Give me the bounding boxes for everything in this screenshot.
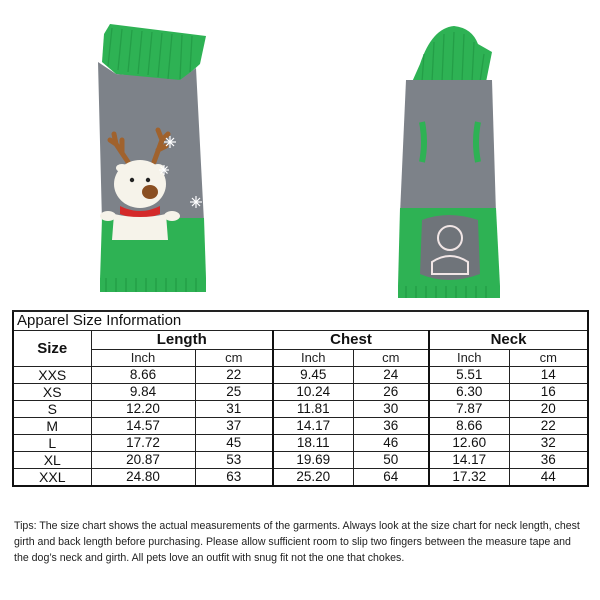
table-cell: 63 bbox=[195, 469, 273, 487]
sweater-back-image bbox=[392, 24, 507, 302]
table-cell: 24.80 bbox=[91, 469, 195, 487]
neck-header: Neck bbox=[429, 331, 588, 350]
table-cell: 36 bbox=[353, 418, 429, 435]
chest-header: Chest bbox=[273, 331, 429, 350]
table-cell: 26 bbox=[353, 384, 429, 401]
table-cell: 22 bbox=[509, 418, 588, 435]
table-cell: 14.57 bbox=[91, 418, 195, 435]
table-cell: 53 bbox=[195, 452, 273, 469]
unit-header: Inch bbox=[91, 350, 195, 367]
table-cell: 14 bbox=[509, 367, 588, 384]
table-row bbox=[13, 418, 588, 435]
table-cell: 25 bbox=[195, 384, 273, 401]
table-cell: 8.66 bbox=[91, 367, 195, 384]
size-cell: XS bbox=[13, 384, 91, 401]
size-cell: XL bbox=[13, 452, 91, 469]
table-cell: 30 bbox=[353, 401, 429, 418]
table-cell: 17.32 bbox=[429, 469, 509, 487]
table-cell: 50 bbox=[353, 452, 429, 469]
size-header: Size bbox=[13, 331, 91, 367]
unit-header: cm bbox=[353, 350, 429, 367]
table-row bbox=[13, 367, 588, 384]
size-cell: XXL bbox=[13, 469, 91, 487]
table-row bbox=[13, 401, 588, 418]
table-cell: 10.24 bbox=[273, 384, 353, 401]
table-cell: 14.17 bbox=[273, 418, 353, 435]
table-cell: 22 bbox=[195, 367, 273, 384]
table-cell: 37 bbox=[195, 418, 273, 435]
size-cell: M bbox=[13, 418, 91, 435]
size-chart bbox=[12, 310, 587, 487]
table-cell: 17.72 bbox=[91, 435, 195, 452]
table-cell: 64 bbox=[353, 469, 429, 487]
table-cell: 6.30 bbox=[429, 384, 509, 401]
unit-header: cm bbox=[195, 350, 273, 367]
unit-header: cm bbox=[509, 350, 588, 367]
table-cell: 8.66 bbox=[429, 418, 509, 435]
table-cell: 9.45 bbox=[273, 367, 353, 384]
sweater-front-image bbox=[88, 22, 218, 302]
table-cell: 7.87 bbox=[429, 401, 509, 418]
size-cell: S bbox=[13, 401, 91, 418]
table-cell: 45 bbox=[195, 435, 273, 452]
table-cell: 36 bbox=[509, 452, 588, 469]
table-cell: 19.69 bbox=[273, 452, 353, 469]
table-cell: 9.84 bbox=[91, 384, 195, 401]
size-table bbox=[12, 310, 589, 487]
size-cell: XXS bbox=[13, 367, 91, 384]
table-cell: 31 bbox=[195, 401, 273, 418]
table-row bbox=[13, 384, 588, 401]
unit-header: Inch bbox=[429, 350, 509, 367]
table-row bbox=[13, 452, 588, 469]
table-cell: 12.20 bbox=[91, 401, 195, 418]
table-cell: 46 bbox=[353, 435, 429, 452]
table-cell: 25.20 bbox=[273, 469, 353, 487]
size-cell: L bbox=[13, 435, 91, 452]
table-cell: 32 bbox=[509, 435, 588, 452]
table-cell: 12.60 bbox=[429, 435, 509, 452]
table-cell: 18.11 bbox=[273, 435, 353, 452]
length-header: Length bbox=[91, 331, 273, 350]
table-cell: 44 bbox=[509, 469, 588, 487]
table-row bbox=[13, 435, 588, 452]
table-row bbox=[13, 469, 588, 487]
table-cell: 14.17 bbox=[429, 452, 509, 469]
unit-header: Inch bbox=[273, 350, 353, 367]
table-cell: 20.87 bbox=[91, 452, 195, 469]
table-cell: 20 bbox=[509, 401, 588, 418]
table-cell: 16 bbox=[509, 384, 588, 401]
table-cell: 5.51 bbox=[429, 367, 509, 384]
table-cell: 24 bbox=[353, 367, 429, 384]
tips-text: Tips: The size chart shows the actual measurements of the garments. Always look at the size chart for neck length, chest girth and back length before purchasing. Please allow sufficient room to slip two fingers between the measure tape and the dog’s neck and girth. All pets love an outfit with snug fit not the one that chokes. bbox=[14, 520, 580, 564]
table-title: Apparel Size Information bbox=[13, 311, 588, 331]
table-cell: 11.81 bbox=[273, 401, 353, 418]
